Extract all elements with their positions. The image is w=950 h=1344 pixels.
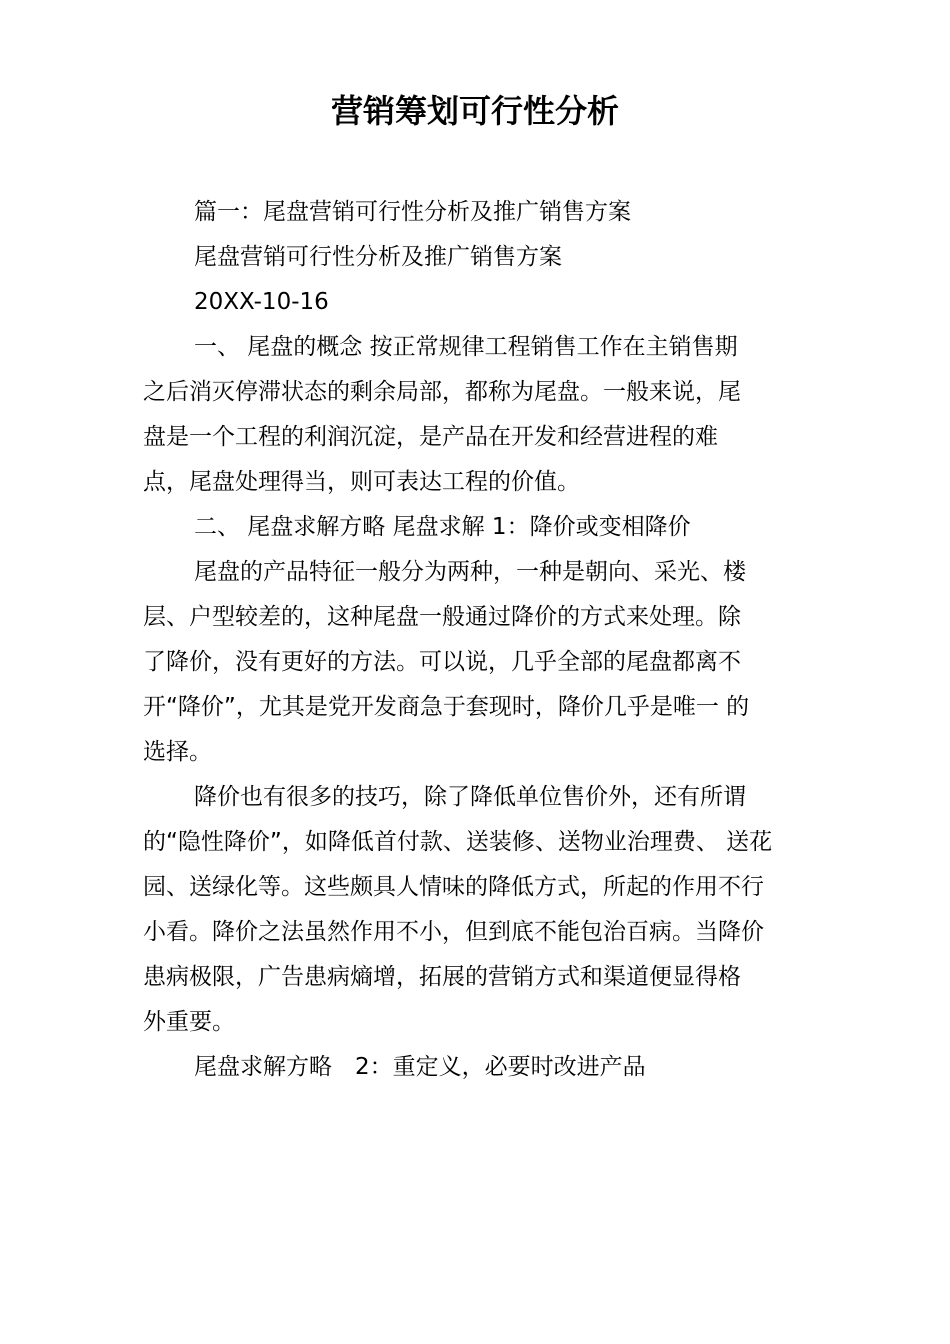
text-line: 的“隐性降价”，如降低首付款、送装修、送物业治理费、 送花 (143, 829, 773, 855)
paragraph-date (143, 280, 833, 325)
text-line: 盘是一个工程的利润沉淀，是产品在开发和经营进程的难 (143, 424, 718, 450)
paragraph-product-features (143, 550, 833, 775)
paragraph-price-techniques (143, 775, 833, 1045)
paragraph-section-2 (143, 505, 833, 550)
text-line: 降价也有很多的技巧，除了降低单位售价外，还有所谓 (194, 784, 746, 810)
text-line: 之后消灭停滞状态的剩余局部，都称为尾盘。一般来说，尾 (143, 379, 741, 405)
text-line: 选择。 (143, 739, 212, 765)
text-line: 园、送绿化等。这些颇具人情味的降低方式，所起的作用不行 (143, 874, 764, 900)
text-line: 患病极限，广告患病熵增，拓展的营销方式和渠道便显得格 (143, 964, 741, 990)
text-line: 尾盘的产品特征一般分为两种，一种是朝向、采光、楼 (194, 559, 746, 585)
text-line: 点，尾盘处理得当，则可表达工程的价值。 (143, 469, 580, 495)
paragraph-strategy-2 (143, 1045, 833, 1090)
paragraph-section-1 (143, 325, 833, 505)
text-line: 尾盘营销可行性分析及推广销售方案 (194, 244, 562, 270)
text-line: 20XX-10-16 (194, 289, 329, 315)
document-title: 营销筹划可行性分析 (330, 92, 619, 130)
text-line: 篇一：尾盘营销可行性分析及推广销售方案 (194, 199, 631, 225)
text-line: 层、户型较差的，这种尾盘一般通过降价的方式来处理。除 (143, 604, 741, 630)
document-body (143, 190, 833, 1090)
text-line: 尾盘求解方略 2：重定义，必要时改进产品 (194, 1054, 646, 1080)
text-line: 二、 尾盘求解方略 尾盘求解 1：降价或变相降价 (194, 514, 691, 540)
text-line: 小看。降价之法虽然作用不小，但到底不能包治百病。当降价 (143, 919, 764, 945)
text-line: 了降价，没有更好的方法。可以说，几乎全部的尾盘都离不 (143, 649, 741, 675)
text-line: 一、 尾盘的概念 按正常规律工程销售工作在主销售期 (194, 334, 738, 360)
paragraph-subtitle (143, 235, 833, 280)
text-line: 开“降价”，尤其是党开发商急于套现时，降价几乎是唯一 的 (143, 694, 750, 720)
text-line: 外重要。 (143, 1009, 235, 1035)
paragraph-chapter-heading (143, 190, 833, 235)
